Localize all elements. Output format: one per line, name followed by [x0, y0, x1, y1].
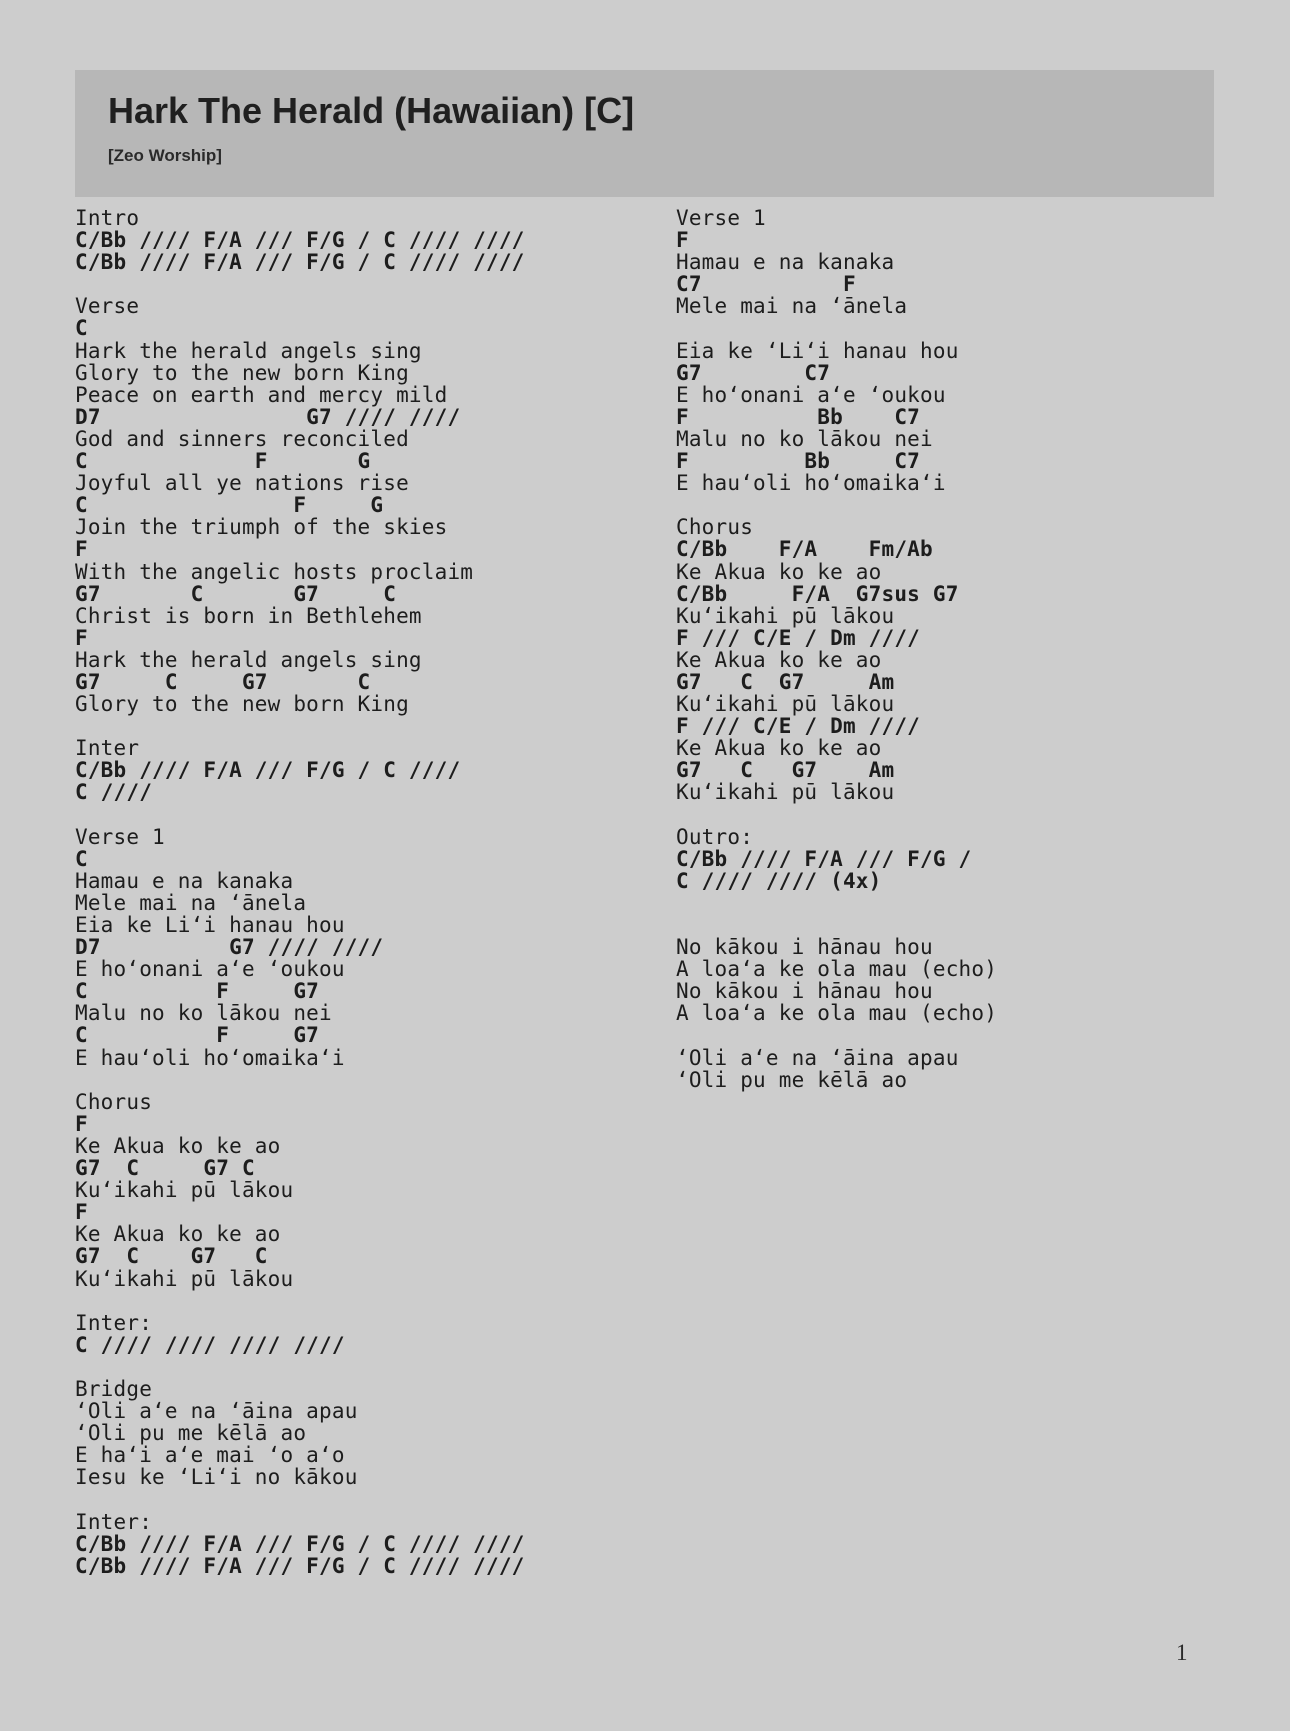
- blank-line: [676, 804, 997, 826]
- lyric-line: No kākou i hānau hou: [676, 935, 933, 960]
- chord-line: F: [75, 1200, 88, 1225]
- lyric-line: Ke Akua ko ke ao: [75, 1133, 281, 1158]
- chord-line: C/Bb F/A Fm/Ab: [676, 537, 933, 562]
- lyric-line: Hark the herald angels sing: [75, 647, 422, 672]
- chord-line: C: [75, 316, 88, 341]
- chord-line: C/Bb //// F/A /// F/G / C //// ////: [75, 228, 525, 253]
- lyric-line: Iesu ke ʻLiʻi no kākou: [75, 1465, 358, 1490]
- lyric-line: E hoʻonani aʻe ʻoukou: [676, 382, 946, 407]
- chord-line: C ////: [75, 780, 153, 805]
- chord-line: G7 C G7 C: [75, 1244, 268, 1269]
- chord-line: F: [75, 625, 88, 650]
- blank-line: [75, 804, 525, 826]
- chord-line: C //// //// //// ////: [75, 1332, 345, 1357]
- lyric-line: ʻOli aʻe na ʻāina apau: [75, 1399, 358, 1424]
- lyric-line: Hamau e na kanaka: [75, 868, 294, 893]
- section-heading: Verse 1: [676, 206, 766, 230]
- lyric-line: A loaʻa ke ola mau (echo): [676, 957, 998, 982]
- chord-line: F: [75, 1111, 88, 1136]
- lyric-line: E haʻi aʻe mai ʻo aʻo: [75, 1443, 345, 1468]
- section-heading: Verse 1: [75, 824, 165, 849]
- chord-line: F Bb C7: [676, 449, 921, 474]
- section-heading: Inter: [75, 736, 140, 761]
- lyric-line: Ke Akua ko ke ao: [676, 559, 882, 584]
- blank-line: [75, 1488, 525, 1510]
- chord-line: C/Bb //// F/A /// F/G / C ////: [75, 758, 461, 783]
- lyric-line: With the angelic hosts proclaim: [75, 559, 474, 584]
- song-header: [75, 70, 1214, 197]
- blank-line: [676, 1024, 997, 1046]
- lyric-line: E hauʻoli hoʻomaikaʻi: [676, 471, 946, 496]
- chord-line: G7 C G7 Am: [676, 758, 895, 783]
- lyric-line: E hoʻonani aʻe ʻoukou: [75, 957, 345, 982]
- blank-line: [75, 1356, 525, 1378]
- lyric-line: Joyful all ye nations rise: [75, 471, 409, 496]
- right-column: [676, 207, 997, 1091]
- chord-line: C: [75, 846, 88, 871]
- chord-line: F Bb C7: [676, 404, 921, 429]
- lyric-line: ʻOli pu me kēlā ao: [676, 1067, 908, 1092]
- lyric-line: Christ is born in Bethlehem: [75, 603, 422, 628]
- lyric-line: ʻOli pu me kēlā ao: [75, 1421, 307, 1446]
- chord-line: F /// C/E / Dm ////: [676, 714, 921, 739]
- lyric-line: Kuʻikahi pū lākou: [676, 603, 895, 628]
- chord-line: D7 G7 //// ////: [75, 404, 461, 429]
- lyric-line: God and sinners reconciled: [75, 426, 409, 451]
- song-title: Hark The Herald (Hawaiian) [C]: [108, 90, 635, 131]
- lyric-line: Malu no ko lākou nei: [676, 426, 933, 451]
- page-number: 1: [1176, 1640, 1188, 1665]
- section-heading: Chorus: [676, 515, 754, 540]
- chord-line: F /// C/E / Dm ////: [676, 625, 921, 650]
- blank-line: [75, 1290, 525, 1312]
- lyric-line: Join the triumph of the skies: [75, 515, 448, 540]
- lyric-line: Kuʻikahi pū lākou: [75, 1178, 294, 1203]
- section-heading: Inter:: [75, 1310, 153, 1335]
- chord-line: C/Bb F/A G7sus G7: [676, 581, 959, 606]
- section-heading: Chorus: [75, 1089, 153, 1114]
- lyric-line: Peace on earth and mercy mild: [75, 382, 448, 407]
- lyric-line: Glory to the new born King: [75, 360, 409, 385]
- lyric-line: Kuʻikahi pū lākou: [75, 1266, 294, 1291]
- lyric-line: Glory to the new born King: [75, 692, 409, 717]
- chord-line: C F G: [75, 493, 384, 518]
- lyric-line: Eia ke ʻLiʻi hanau hou: [676, 338, 959, 363]
- blank-line: [676, 914, 997, 936]
- chord-line: C/Bb //// F/A /// F/G /: [676, 846, 972, 871]
- section-heading: Bridge: [75, 1376, 153, 1401]
- lyric-line: Ke Akua ko ke ao: [676, 647, 882, 672]
- lyric-line: Ke Akua ko ke ao: [75, 1222, 281, 1247]
- chord-line: C //// //// (4x): [676, 868, 882, 893]
- lyric-line: Mele mai na ʻānela: [676, 294, 908, 319]
- blank-line: [75, 715, 525, 737]
- lyric-line: Hamau e na kanaka: [676, 250, 895, 275]
- chord-line: C/Bb //// F/A /// F/G / C //// ////: [75, 1553, 525, 1578]
- chord-line: C F G: [75, 449, 371, 474]
- lyric-line: Hark the herald angels sing: [75, 338, 422, 363]
- blank-line: [676, 892, 997, 914]
- chord-line: G7 C7: [676, 360, 831, 385]
- chord-line: C/Bb //// F/A /// F/G / C //// ////: [75, 1531, 525, 1556]
- song-author: [Zeo Worship]: [108, 146, 222, 165]
- lyric-line: Malu no ko lākou nei: [75, 1001, 332, 1026]
- blank-line: [676, 494, 997, 516]
- section-heading: Outro:: [676, 824, 754, 849]
- chord-line: C/Bb //// F/A /// F/G / C //// ////: [75, 250, 525, 275]
- lyric-line: Kuʻikahi pū lākou: [676, 692, 895, 717]
- chord-line: F: [676, 228, 689, 253]
- lyric-line: E hauʻoli hoʻomaikaʻi: [75, 1045, 345, 1070]
- chord-line: C F G7: [75, 979, 320, 1004]
- left-column: [75, 207, 525, 1577]
- lyric-line: Ke Akua ko ke ao: [676, 736, 882, 761]
- section-heading: Inter:: [75, 1509, 153, 1534]
- lyric-line: A loaʻa ke ola mau (echo): [676, 1001, 998, 1026]
- lyric-line: Kuʻikahi pū lākou: [676, 780, 895, 805]
- chord-line: G7 C G7 C: [75, 581, 397, 606]
- section-heading: Intro: [75, 206, 140, 230]
- lyric-line: ʻOli aʻe na ʻāina apau: [676, 1045, 959, 1070]
- lyric-line: No kākou i hānau hou: [676, 979, 933, 1004]
- blank-line: [676, 317, 997, 339]
- chord-line: G7 C G7 Am: [676, 669, 895, 694]
- chord-line: C7 F: [676, 272, 856, 297]
- blank-line: [75, 1069, 525, 1091]
- section-heading: Verse: [75, 294, 140, 319]
- lyric-line: Eia ke Liʻi hanau hou: [75, 913, 345, 937]
- chord-line: D7 G7 //// ////: [75, 935, 384, 960]
- blank-line: [75, 273, 525, 295]
- chord-line: G7 C G7 C: [75, 669, 371, 694]
- chord-line: F: [75, 537, 88, 562]
- chord-line: C F G7: [75, 1023, 320, 1048]
- chord-line: G7 C G7 C: [75, 1156, 255, 1181]
- lyric-line: Mele mai na ʻānela: [75, 890, 307, 915]
